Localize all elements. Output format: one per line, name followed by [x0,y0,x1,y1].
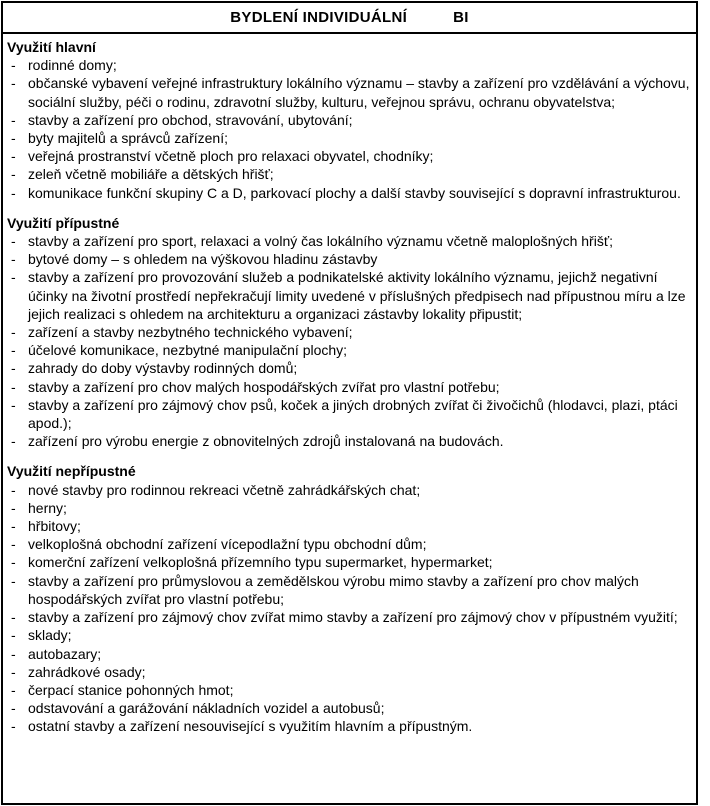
list-item-dash: - [11,718,16,735]
list-item-text: stavby a zařízení pro zájmový chov zvířat mimo stavby a zařízení pro zájmový chov v přípustném využití; [28,609,678,626]
list-item [7,378,690,396]
list-item-dash: - [11,663,16,680]
list-item-text: nové stavby pro rodinnou rekreaci včetně zahrádkářských chat; [28,481,421,498]
list-item-dash: - [11,111,16,128]
section-heading-impermissible-use: Využití nepřípustné [7,463,136,480]
table-body [3,34,696,741]
list-item [7,626,690,644]
list-item [7,608,690,626]
list-item-text: velkoplošná obchodní zařízení vícepodlažní typu obchodní dům; [28,536,427,553]
list-item-text: stavby a zařízení pro obchod, stravování, ubytování; [28,111,353,128]
list-item-dash: - [11,499,16,516]
list-item-dash: - [11,324,16,341]
list-item-dash: - [11,233,16,250]
list-item-dash: - [11,130,16,147]
list-item-text: rodinné domy; [28,57,117,74]
list-item-dash: - [11,536,16,553]
list-item [7,396,690,432]
list-item-text: byty majitelů a správců zařízení; [28,130,228,147]
list-item-text: ostatní stavby a zařízení nesouvisející s využitím hlavním a přípustným. [28,718,473,735]
list-item-dash: - [11,360,16,377]
list-item-text: hřbitovy; [28,518,81,535]
list-item [7,645,690,663]
list-item-text: zeleň včetně mobiliáře a dětských hřišť; [28,166,274,183]
list-item-dash: - [11,627,16,644]
list-item [7,481,690,499]
list-item-text: komerční zařízení velkoplošná přízemního typu supermarket, hypermarket; [28,554,493,571]
list-item-dash: - [11,554,16,571]
list-item [7,535,690,553]
list-item-dash: - [11,609,16,626]
list-item [7,553,690,571]
table-header [3,3,696,34]
list-item [7,56,690,74]
list-item [7,572,690,608]
list-item [7,341,690,359]
zone-code: BI [453,9,469,26]
list-item [7,184,690,202]
list-item [7,359,690,377]
list-item-dash: - [11,269,16,286]
list-item-text: zařízení a stavby nezbytného technického vybavení; [28,324,353,341]
list-item-dash: - [11,166,16,183]
list-item [7,165,690,183]
list-item-dash: - [11,481,16,498]
list-item-text: komunikace funkční skupiny C a D, parkovací plochy a další stavby související s dopravní infrastrukturou. [28,184,681,201]
list-item-dash: - [11,396,16,413]
list-item-dash: - [11,148,16,165]
list-item-dash: - [11,645,16,662]
zoning-regulation-table [1,1,698,805]
list-item-text: stavby a zařízení pro zájmový chov psů, koček a jiných drobných zvířat či živočichů (hlodavci, plazi, ptáci apod.); [28,396,678,432]
list-item [7,517,690,535]
list-item-dash: - [11,433,16,450]
list-item-text: autobazary; [28,645,102,662]
list-item-text: čerpací stanice pohonných hmot; [28,681,234,698]
list-item-dash: - [11,378,16,395]
list-item-text: zařízení pro výrobu energie z obnovitelných zdrojů instalovaná na budovách. [28,433,504,450]
impermissible-use-list [7,481,690,736]
list-item-text: účelové komunikace, nezbytné manipulační plochy; [28,342,348,359]
list-item-dash: - [11,518,16,535]
list-item-text: stavby a zařízení pro sport, relaxaci a volný čas lokálního významu včetně maloplošných hřišť; [28,233,613,250]
list-item-dash: - [11,75,16,92]
list-item-text: veřejná prostranství včetně ploch pro relaxaci obyvatel, chodníky; [28,148,434,165]
list-item-text: zahrádkové osady; [28,663,146,680]
zone-title: BYDLENÍ INDIVIDUÁLNÍ [230,9,408,26]
list-item-dash: - [11,184,16,201]
list-item-text: stavby a zařízení pro průmyslovou a zemědělskou výrobu mimo stavby a zařízení pro chov malých hospodářských zvířat pro vlastní potřebu; [28,572,639,607]
list-item-dash: - [11,681,16,698]
list-item-text: občanské vybavení veřejné infrastruktury lokálního významu – stavby a zařízení pro vzdělávání a výchovu, sociální služby, péči o rodinu, zdravotní služby, kulturu, veřejnou správu, ochranu obyvatelstva; [28,75,690,110]
list-item-text: odstavování a garážování nákladních vozidel a autobusů; [28,700,385,717]
list-item [7,268,690,323]
section-heading-main-use: Využití hlavní [7,39,96,55]
section-permissible-use [7,214,690,451]
list-item [7,147,690,165]
list-item-text: stavby a zařízení pro provozování služeb a podnikatelské aktivity lokálního významu, jejichž negativní účinky na životní prostředí nepřekračují limity uvedené v příslušných předpisech nad přípustnou míru a lze jejich realizaci s ohledem na architekturu a organizaci zástavby lokality připustit; [28,269,686,322]
list-item [7,232,690,250]
list-item-text: zahrady do doby výstavby rodinných domů; [28,360,298,377]
main-use-list [7,56,690,202]
list-item [7,699,690,717]
list-item [7,111,690,129]
list-item [7,432,690,450]
section-main-use [7,38,690,202]
permissible-use-list [7,232,690,450]
list-item [7,323,690,341]
list-item-dash: - [11,572,16,589]
list-item [7,74,690,110]
list-item [7,129,690,147]
list-item-text: stavby a zařízení pro chov malých hospodářských zvířat pro vlastní potřebu; [28,378,500,395]
section-heading-permissible-use: Využití přípustné [7,214,120,231]
list-item-dash: - [11,57,16,74]
list-item [7,663,690,681]
list-item [7,681,690,699]
list-item-text: herny; [28,499,67,516]
list-item [7,250,690,268]
list-item [7,499,690,517]
list-item-dash: - [11,342,16,359]
section-impermissible-use [7,462,690,735]
list-item-text: bytové domy – s ohledem na výškovou hladinu zástavby [28,251,378,268]
list-item [7,717,690,735]
list-item-text: sklady; [28,627,72,644]
list-item-dash: - [11,251,16,268]
list-item-dash: - [11,700,16,717]
